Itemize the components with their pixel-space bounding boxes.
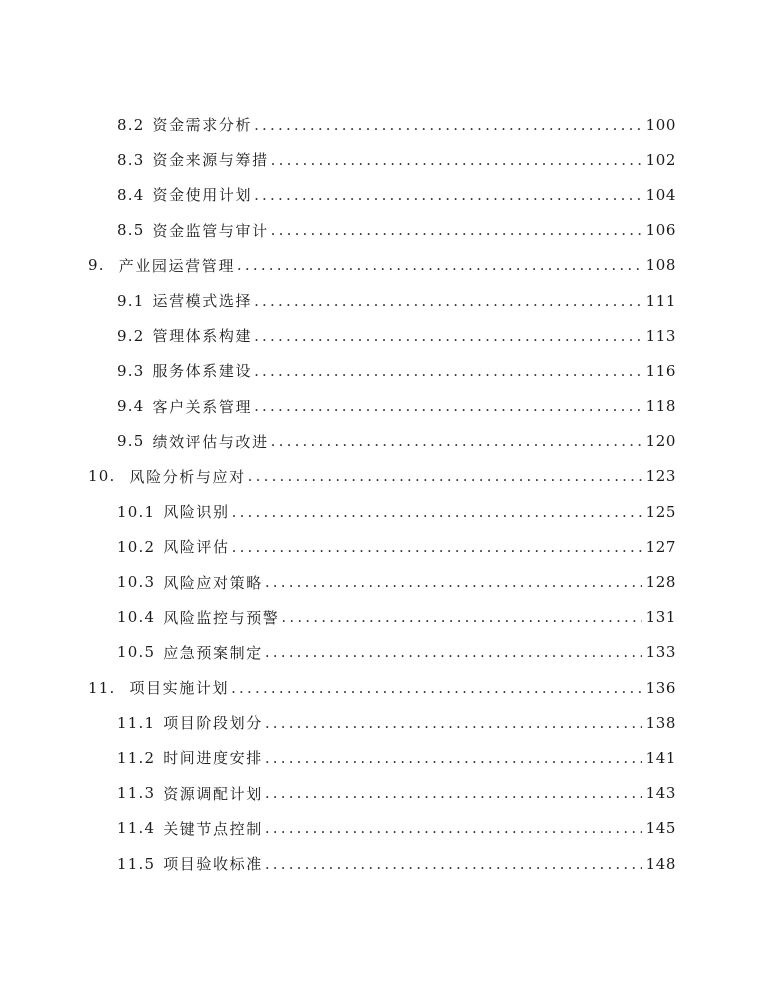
toc-section-entry[interactable] (0, 846, 676, 881)
toc-page-number: 108 (645, 256, 676, 275)
toc-entry-number: 10.3 (117, 573, 156, 592)
toc-entry-number: 10.2 (117, 537, 156, 556)
toc-entry-title: 绩效评估与改进 (152, 432, 269, 451)
toc-page-number: 131 (645, 608, 676, 627)
toc-entry-number: 10.1 (117, 502, 156, 521)
toc-entry-number: 8.5 (117, 221, 145, 240)
toc-dot-leader (254, 397, 641, 415)
toc-chapter-entry[interactable] (0, 248, 676, 283)
toc-entry-number: 10.4 (117, 608, 156, 627)
toc-dot-leader (271, 432, 642, 450)
toc-chapter-entry[interactable] (0, 459, 676, 494)
toc-entry-number: 9.3 (117, 361, 145, 380)
toc-page-number: 104 (645, 185, 676, 204)
toc-page-number: 102 (645, 150, 676, 169)
toc-section-entry[interactable] (0, 389, 676, 424)
toc-section-entry[interactable] (0, 529, 676, 564)
toc-entry-number: 11.1 (117, 713, 156, 732)
toc-page-number: 125 (645, 502, 676, 521)
toc-page-number: 128 (645, 573, 676, 592)
toc-entry-number: 9.2 (117, 326, 145, 345)
toc-dot-leader (265, 573, 642, 591)
toc-entry-number: 11.2 (117, 748, 156, 767)
toc-dot-leader (254, 292, 641, 310)
toc-entry-title: 时间进度安排 (163, 749, 263, 768)
toc-section-entry[interactable] (0, 494, 676, 529)
toc-entry-number: 9.1 (117, 291, 145, 310)
toc-entry-number: 8.4 (117, 185, 145, 204)
toc-entry-title: 项目实施计划 (129, 679, 230, 698)
toc-dot-leader (265, 855, 642, 873)
toc-dot-leader (254, 362, 641, 380)
toc-dot-leader (281, 608, 641, 626)
toc-entry-title: 资金使用计划 (152, 186, 253, 205)
toc-entry-title: 资金监管与审计 (152, 221, 269, 240)
toc-dot-leader (248, 467, 642, 485)
toc-section-entry[interactable] (0, 213, 676, 248)
toc-entry-number: 11.4 (117, 819, 156, 838)
toc-dot-leader (271, 221, 642, 239)
toc-entry-title: 服务体系建设 (152, 362, 253, 381)
toc-entry-number: 11.5 (117, 854, 156, 873)
toc-section-entry[interactable] (0, 705, 676, 740)
toc-entry-title: 运营模式选择 (152, 292, 253, 311)
toc-page-number: 138 (645, 713, 676, 732)
toc-dot-leader (271, 151, 642, 169)
toc-entry-title: 应急预案制定 (163, 643, 263, 662)
toc-section-entry[interactable] (0, 353, 676, 388)
toc-entry-title: 关键节点控制 (163, 819, 263, 838)
toc-page-number: 120 (645, 432, 676, 451)
toc-entry-number: 9.4 (117, 397, 145, 416)
toc-entry-title: 管理体系构建 (152, 327, 253, 346)
toc-section-entry[interactable] (0, 107, 676, 142)
toc-section-entry[interactable] (0, 318, 676, 353)
toc-dot-leader (265, 819, 642, 837)
toc-entry-title: 资源调配计划 (163, 784, 263, 803)
toc-dot-leader (265, 714, 642, 732)
toc-entry-number: 10. (88, 467, 116, 486)
toc-page-number: 148 (645, 854, 676, 873)
toc-dot-leader (254, 116, 641, 134)
toc-entry-title: 资金需求分析 (152, 116, 253, 135)
toc-entry-title: 项目阶段划分 (163, 714, 263, 733)
toc-entry-number: 10.5 (117, 643, 156, 662)
toc-entry-title: 风险分析与应对 (129, 467, 246, 486)
toc-page-number: 141 (645, 748, 676, 767)
toc-page-number: 136 (645, 678, 676, 697)
toc-section-entry[interactable] (0, 776, 676, 811)
toc-page-number: 133 (645, 643, 676, 662)
toc-page-number: 127 (645, 537, 676, 556)
toc-entry-title: 资金来源与筹措 (152, 151, 269, 170)
toc-entry-number: 9. (88, 256, 105, 275)
toc-page-number: 143 (645, 784, 676, 803)
toc-page-number: 111 (645, 291, 676, 310)
toc-section-entry[interactable] (0, 177, 676, 212)
toc-page-number: 116 (645, 361, 676, 380)
toc-section-entry[interactable] (0, 424, 676, 459)
toc-entry-number: 9.5 (117, 432, 145, 451)
toc-page-number: 123 (645, 467, 676, 486)
toc-section-entry[interactable] (0, 740, 676, 775)
toc-section-entry[interactable] (0, 142, 676, 177)
toc-section-entry[interactable] (0, 635, 676, 670)
toc-dot-leader (254, 327, 641, 345)
toc-page-number: 106 (645, 221, 676, 240)
toc-page-number: 118 (645, 397, 676, 416)
toc-dot-leader (232, 503, 642, 521)
toc-entry-title: 风险应对策略 (163, 573, 263, 592)
toc-page-number: 113 (645, 326, 676, 345)
toc-dot-leader (254, 186, 641, 204)
toc-entry-title: 风险识别 (163, 503, 230, 522)
toc-page-number: 100 (645, 115, 676, 134)
toc-entry-title: 风险监控与预警 (163, 608, 280, 627)
toc-section-entry[interactable] (0, 811, 676, 846)
toc-entry-number: 11. (88, 678, 116, 697)
toc-section-entry[interactable] (0, 564, 676, 599)
toc-page-number: 145 (645, 819, 676, 838)
toc-dot-leader (265, 643, 642, 661)
toc-entry-number: 8.2 (117, 115, 145, 134)
toc-dot-leader (265, 749, 642, 767)
table-of-contents (0, 107, 765, 881)
toc-entry-title: 客户关系管理 (152, 397, 253, 416)
toc-dot-leader (237, 256, 642, 274)
toc-entry-number: 8.3 (117, 150, 145, 169)
toc-entry-title: 项目验收标准 (163, 855, 263, 874)
toc-chapter-entry[interactable] (0, 670, 676, 705)
toc-section-entry[interactable] (0, 283, 676, 318)
toc-dot-leader (231, 679, 641, 697)
toc-section-entry[interactable] (0, 600, 676, 635)
toc-dot-leader (232, 538, 642, 556)
toc-entry-title: 风险评估 (163, 538, 230, 557)
toc-entry-title: 产业园运营管理 (118, 256, 235, 275)
toc-entry-number: 11.3 (117, 784, 156, 803)
toc-dot-leader (265, 784, 642, 802)
